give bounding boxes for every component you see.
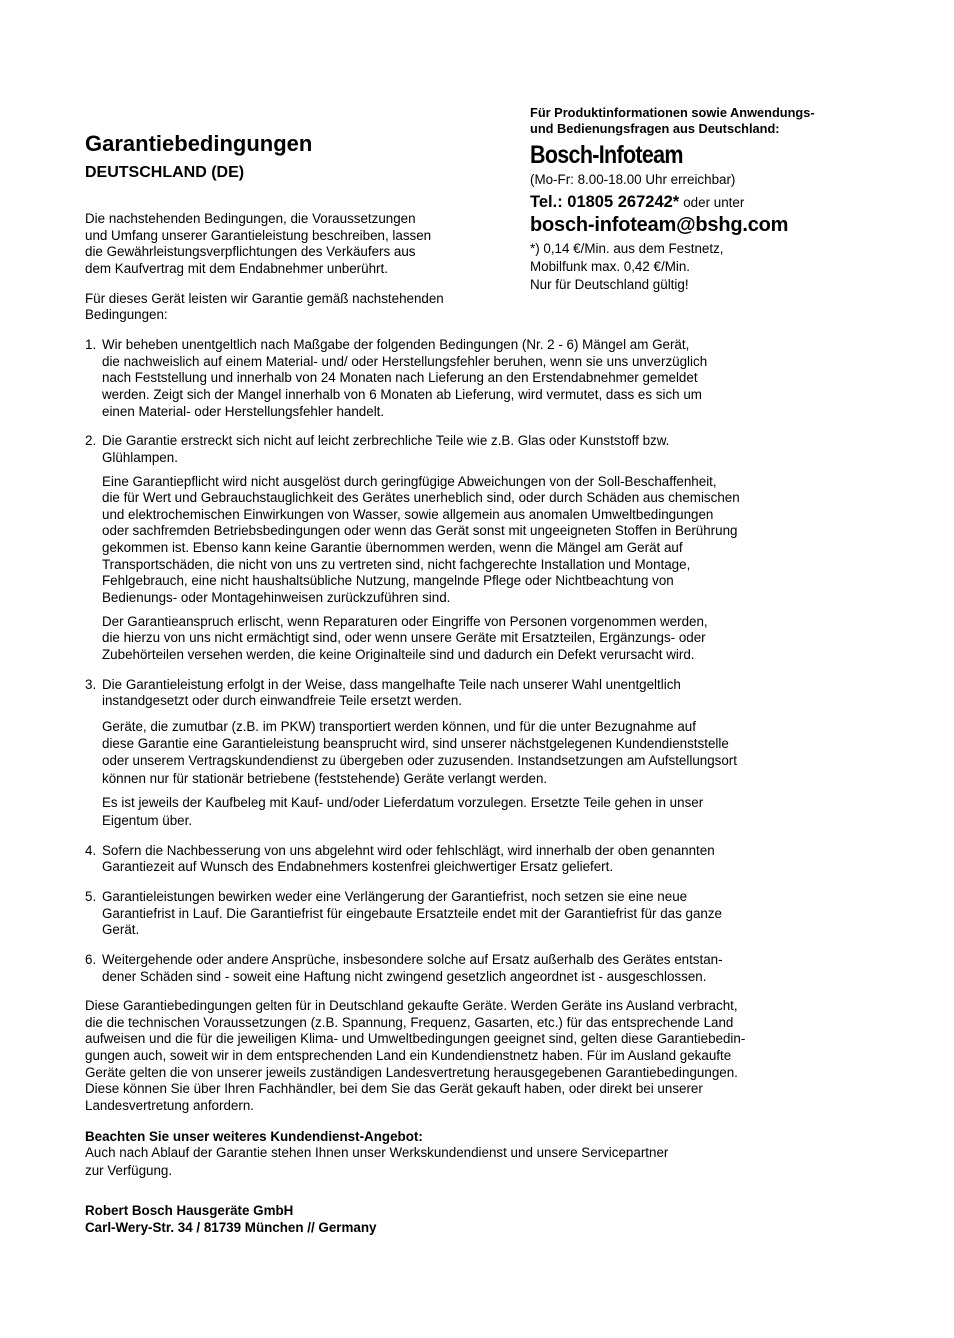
item-line: gekommen ist. Ebenso kann keine Garantie übernommen werden, wenn die Mängel am Gerät auf (102, 540, 683, 555)
item-line: Die Garantie erstreckt sich nicht auf leicht zerbrechliche Teile wie z.B. Glas oder Kunststoff bzw. (102, 433, 670, 448)
item-line: Der Garantieanspruch erlischt, wenn Reparaturen oder Eingriffe von Personen vorgenommen werden, (102, 614, 708, 629)
company-name: Robert Bosch Hausgeräte GmbH (85, 1203, 294, 1218)
item-line: instandgesetzt oder durch einwandfreie Teile ersetzt werden. (102, 693, 463, 708)
contact-phone: Tel.: 01805 267242* (530, 193, 680, 211)
item-line: nach Feststellung und innerhalb von 24 Monaten nach Lieferung an den Erstendabnehmer gemeldet (102, 370, 698, 385)
item-line: Geräte, die zumutbar (z.B. im PKW) transportiert werden können, und für die unter Bezugnahme auf (102, 719, 696, 734)
closing-line: Landesvertretung anfordern. (85, 1098, 254, 1113)
contact-intro-line: und Bedienungsfragen aus Deutschland: (530, 121, 780, 136)
item-line: Garantiefrist in Lauf. Die Garantiefrist für eingebaute Ersatzteile endet mit der Garantiefrist für das ganze (102, 906, 722, 921)
company-address: Carl-Wery-Str. 34 / 81739 München // Germany (85, 1220, 377, 1235)
item-line: Eigentum über. (102, 813, 193, 828)
item-line: die nachweislich auf einem Material- und/ oder Herstellungsfehler beruhen, wenn sie uns unverzüglich (102, 354, 708, 369)
item-line: Zubehörteilen versehen werden, die keine Originalteile sind und dadurch ein Defekt verursacht wird. (102, 647, 695, 662)
service-line: Auch nach Ablauf der Garantie stehen Ihnen unser Werkskundendienst und unsere Servicepartner (85, 1145, 669, 1160)
item-number: 4. (85, 843, 97, 858)
item-line: Fehlgebrauch, eine nicht haushaltsübliche Nutzung, mangelnde Pflege oder Nichtbeachtung von (102, 573, 674, 588)
item-line: können nur für stationär betriebene (feststehende) Geräte verlangt werden. (102, 771, 548, 786)
item-number: 1. (85, 337, 97, 352)
closing-line: die die technischen Voraussetzungen (z.B. Spannung, Frequenz, Gasarten, etc.) für das entsprechende Land (85, 1015, 734, 1030)
contact-email: bosch-infoteam@bshg.com (530, 214, 789, 236)
item-line: dener Schäden sind - soweit eine Haftung nicht zwingend gesetzlich angeordnet ist - ausgeschlossen. (102, 969, 707, 984)
item-line: werden. Zeigt sich der Mangel innerhalb von 6 Monaten ab Lieferung, wird vermutet, dass es sich um (102, 387, 702, 402)
item-line: Bedienungs- oder Montagehinweisen zurückzuführen sind. (102, 590, 451, 605)
page-subtitle: DEUTSCHLAND (DE) (85, 164, 245, 181)
item-line: Weitergehende oder andere Ansprüche, insbesondere solche auf Ersatz außerhalb des Gerätes entstan- (102, 952, 723, 967)
contact-phone-or: oder unter (683, 195, 745, 210)
item-line: oder sachfremden Betriebsbedingungen oder wenn das Gerät sonst mit ungeeigneten Stoffen in Berührung (102, 523, 738, 538)
item-line: oder unserem Vertragskundendienst zu übergeben oder zuzusenden. Instandsetzungen am Aufstellungsort (102, 753, 737, 768)
contact-intro-line: Für Produktinformationen sowie Anwendungs- (530, 105, 815, 120)
intro-line: die Gewährleistungsverpflichtungen des Verkäufers aus (85, 244, 416, 259)
contact-note-line: Mobilfunk max. 0,42 €/Min. (530, 259, 691, 274)
closing-line: Diese können Sie über Ihren Fachhändler, bei dem Sie das Gerät gekauft haben, oder direkt bei unserer (85, 1081, 703, 1096)
intro-line: Die nachstehenden Bedingungen, die Voraussetzungen (85, 211, 416, 226)
intro-line: Für dieses Gerät leisten wir Garantie gemäß nachstehenden (85, 291, 444, 306)
item-line: Garantiezeit auf Wunsch des Endabnehmers kostenfrei gleichwertiger Ersatz geliefert. (102, 859, 614, 874)
intro-line: dem Kaufvertrag mit dem Endabnehmer unberührt. (85, 261, 388, 276)
item-line: und elektrochemischen Einwirkungen von Wasser, sowie allgemein aus anomalen Umweltbedingungen (102, 507, 714, 522)
closing-line: gungen auch, soweit wir in dem entsprechenden Land ein Kundendienstnetz haben. Für im Ausland gekaufte (85, 1048, 732, 1063)
item-line: die für Wert und Gebrauchstauglichkeit des Gerätes unerheblich sind, oder durch Schäden aus chemischen (102, 490, 740, 505)
item-line: Transportschäden, die nicht von uns zu vertreten sind, nicht fachgerechte Installation und Montage, (102, 557, 691, 572)
intro-line: und Umfang unserer Garantieleistung beschreiben, lassen (85, 228, 432, 243)
item-line: Garantieleistungen bewirken weder eine Verlängerung der Garantiefrist, noch setzen sie eine neue (102, 889, 688, 904)
item-number: 3. (85, 677, 97, 692)
contact-note-line: *) 0,14 €/Min. aus dem Festnetz, (530, 241, 724, 256)
item-number: 6. (85, 952, 97, 967)
service-heading: Beachten Sie unser weiteres Kundendienst-Angebot: (85, 1129, 423, 1144)
closing-line: aufweisen und die für die jeweiligen Klima- und Umweltbedingungen geeignet sind, gelten diese Garantiebedin- (85, 1031, 746, 1046)
item-line: Gerät. (102, 922, 140, 937)
item-line: Die Garantieleistung erfolgt in der Weise, dass mangelhafte Teile nach unserer Wahl unentgeltlich (102, 677, 681, 692)
contact-note-line: Nur für Deutschland gültig! (530, 277, 689, 292)
item-line: Es ist jeweils der Kaufbeleg mit Kauf- und/oder Lieferdatum vorzulegen. Ersetzte Teile gehen in unser (102, 795, 704, 810)
item-line: Wir beheben unentgeltlich nach Maßgabe der folgenden Bedingungen (Nr. 2 - 6) Mängel am Gerät, (102, 337, 690, 352)
item-line: Sofern die Nachbesserung von uns abgelehnt wird oder fehlschlägt, wird innerhalb der oben genannten (102, 843, 715, 858)
page-title: Garantiebedingungen (85, 131, 313, 156)
item-line: Glühlampen. (102, 450, 178, 465)
closing-line: Geräte gelten die von unserer jeweils zuständigen Landesvertretung herausgegebenen Garantiebedingungen. (85, 1065, 738, 1080)
item-number: 5. (85, 889, 97, 904)
service-line: zur Verfügung. (85, 1163, 173, 1178)
closing-line: Diese Garantiebedingungen gelten für in Deutschland gekaufte Geräte. Werden Geräte ins Ausland verbracht, (85, 998, 738, 1013)
item-line: die hierzu von uns nicht ermächtigt sind, oder wenn unsere Geräte mit Ersatzteilen, Ergänzungs- oder (102, 630, 706, 645)
item-line: einen Material- oder Herstellungsfehler handelt. (102, 404, 385, 419)
brand-logo-text: Bosch-Infoteam (530, 141, 683, 169)
item-number: 2. (85, 433, 97, 448)
item-line: diese Garantie eine Garantieleistung beansprucht wird, sind unserer nächstgelegenen Kundendienststelle (102, 736, 729, 751)
contact-phone-line (530, 192, 744, 213)
contact-hours: (Mo-Fr: 8.00-18.00 Uhr erreichbar) (530, 172, 736, 187)
intro-line: Bedingungen: (85, 307, 168, 322)
item-line: Eine Garantiepflicht wird nicht ausgelöst durch geringfügige Abweichungen von der Soll-Beschaffenheit, (102, 474, 717, 489)
